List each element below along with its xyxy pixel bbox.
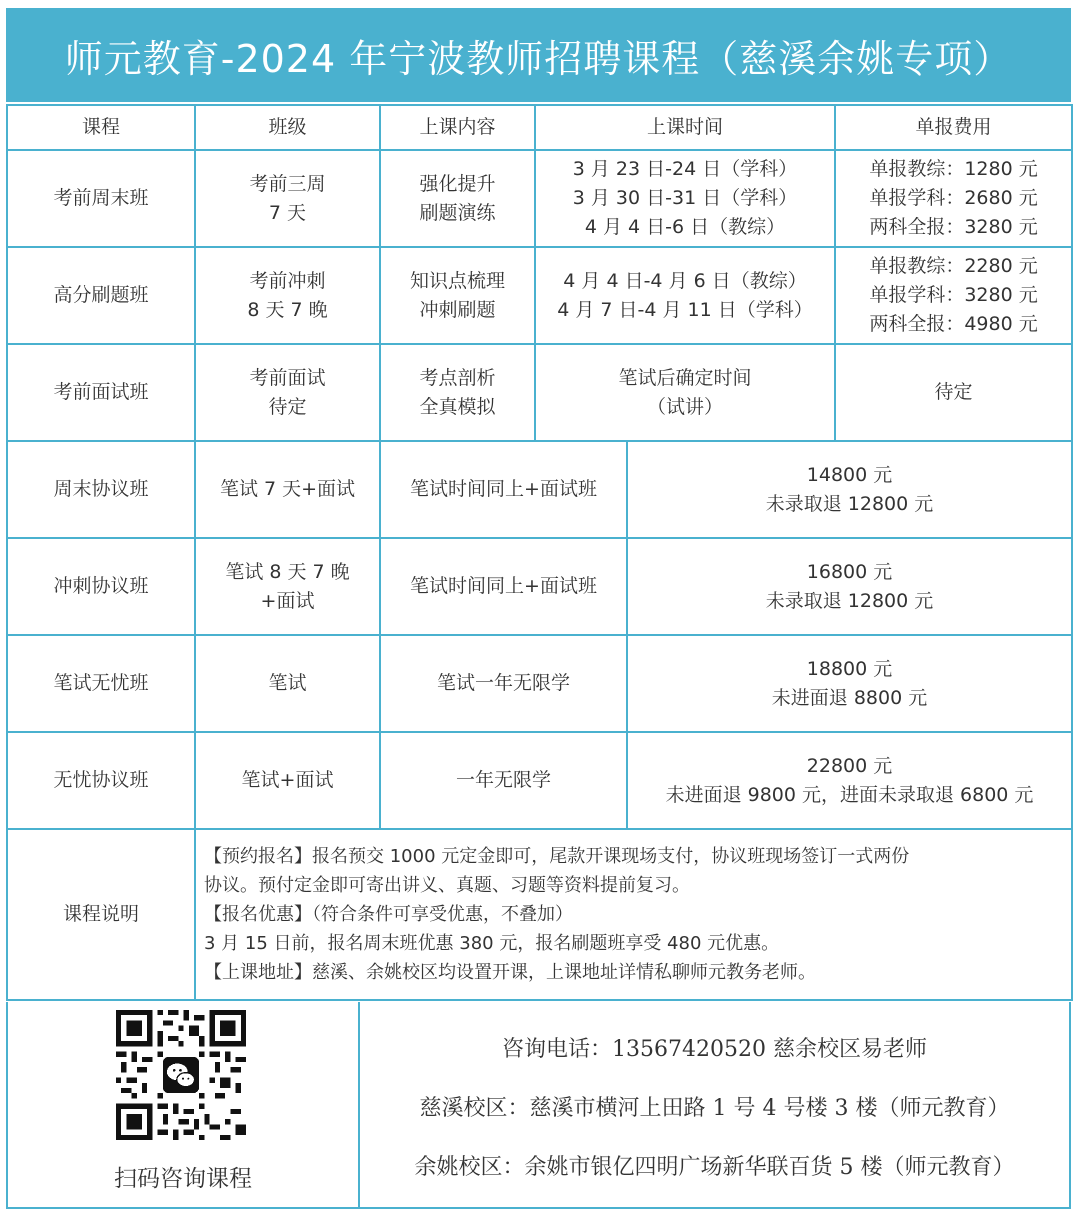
note-line: 3 月 15 日前，报名周末班优惠 380 元，报名刷题班享受 480 元优惠。 <box>204 933 780 954</box>
notes-row <box>7 829 1072 1000</box>
class-info <box>195 635 380 732</box>
class-line: 考前面试 <box>249 366 326 389</box>
time-line: （试讲） <box>647 395 724 418</box>
header-course: 课程 <box>7 105 195 150</box>
class-info <box>195 344 380 441</box>
class-line: 7 天 <box>268 201 307 224</box>
fee-line: 单报教综：2280 元 <box>869 255 1038 277</box>
content-info <box>380 150 535 247</box>
class-line: 笔试 7 天+面试 <box>219 478 356 500</box>
table-header-row <box>7 105 1072 150</box>
fee-line: 22800 元 <box>806 754 893 777</box>
class-info <box>195 732 380 829</box>
fee-line: 两科全报：3280 元 <box>869 216 1038 238</box>
content-line: 刷题演练 <box>419 201 496 224</box>
notes-content <box>195 829 1072 1000</box>
content-line: 知识点梳理 <box>409 269 505 292</box>
schedule-table <box>6 104 1073 1001</box>
class-line: 考前三周 <box>249 172 326 195</box>
class-info <box>195 247 380 344</box>
fee-line: 16800 元 <box>806 560 893 583</box>
fee-line: 未进面退 9800 元，进面未录取退 6800 元 <box>665 783 1034 806</box>
header-fee: 单报费用 <box>835 105 1072 150</box>
fee-line: 单报学科：2680 元 <box>869 187 1038 209</box>
content-info <box>380 344 535 441</box>
time-info <box>535 247 835 344</box>
table-row <box>7 732 1072 829</box>
header-content: 上课内容 <box>380 105 535 150</box>
content-info <box>380 247 535 344</box>
contact-section <box>6 1002 1071 1209</box>
content-line: 考点剖析 <box>419 366 496 389</box>
class-line: 考前冲刺 <box>249 269 326 292</box>
fee-line: 单报教综：1280 元 <box>869 158 1038 180</box>
content-info: 一年无限学 <box>380 732 627 829</box>
qr-code-icon[interactable] <box>116 1010 246 1140</box>
qr-caption: 扫码咨询课程 <box>114 1166 252 1192</box>
fee-info <box>627 732 1072 829</box>
qr-panel <box>8 1002 360 1207</box>
fee-info <box>627 441 1072 538</box>
note-line: 【预约报名】报名预交 1000 元定金即可，尾款开课现场支付，协议班现场签订一式两份 <box>204 846 910 867</box>
content-line: 强化提升 <box>419 172 496 195</box>
content-info: 笔试时间同上+面试班 <box>380 538 627 635</box>
table-row <box>7 247 1072 344</box>
time-line: 3 月 23 日-24 日（学科） <box>572 158 798 180</box>
header-time: 上课时间 <box>535 105 835 150</box>
time-info <box>535 150 835 247</box>
course-name: 高分刷题班 <box>7 247 195 344</box>
yuyao-campus-address: 余姚校区：余姚市银亿四明广场新华联百货 5 楼（师元教育） <box>414 1155 1015 1180</box>
cixi-campus-address: 慈溪校区：慈溪市横河上田路 1 号 4 号楼 3 楼（师元教育） <box>419 1096 1010 1121</box>
fee-info <box>835 344 1072 441</box>
class-line: +面试 <box>260 589 315 612</box>
content-line: 全真模拟 <box>419 395 496 418</box>
class-info <box>195 150 380 247</box>
time-line: 3 月 30 日-31 日（学科） <box>572 187 798 209</box>
class-line: 笔试+面试 <box>241 769 334 791</box>
class-line: 8 天 7 晚 <box>247 298 328 321</box>
table-row <box>7 344 1072 441</box>
class-line: 笔试 <box>268 672 307 694</box>
fee-info <box>627 538 1072 635</box>
content-line: 冲刺刷题 <box>419 298 496 321</box>
time-info <box>535 344 835 441</box>
time-line: 4 月 7 日-4 月 11 日（学科） <box>557 298 813 321</box>
fee-line: 待定 <box>934 381 973 403</box>
table-row <box>7 150 1072 247</box>
class-info <box>195 538 380 635</box>
header-class: 班级 <box>195 105 380 150</box>
fee-line: 两科全报：4980 元 <box>869 313 1038 335</box>
notes-label: 课程说明 <box>7 829 195 1000</box>
fee-line: 未录取退 12800 元 <box>765 589 934 612</box>
fee-info <box>835 247 1072 344</box>
course-name: 无忧协议班 <box>7 732 195 829</box>
time-line: 笔试后确定时间 <box>618 366 752 389</box>
content-info: 笔试时间同上+面试班 <box>380 441 627 538</box>
table-row <box>7 538 1072 635</box>
course-name: 考前周末班 <box>7 150 195 247</box>
note-line: 【报名优惠】（符合条件可享受优惠，不叠加） <box>204 904 573 925</box>
fee-info <box>627 635 1072 732</box>
course-name: 笔试无忧班 <box>7 635 195 732</box>
fee-line: 单报学科：3280 元 <box>869 284 1038 306</box>
fee-line: 未录取退 12800 元 <box>765 492 934 515</box>
table-row <box>7 635 1072 732</box>
class-line: 笔试 8 天 7 晚 <box>225 560 350 583</box>
course-name: 冲刺协议班 <box>7 538 195 635</box>
content-info: 笔试一年无限学 <box>380 635 627 732</box>
contact-phone: 咨询电话：13567420520 慈余校区易老师 <box>502 1037 927 1062</box>
note-line: 【上课地址】慈溪、余姚校区均设置开课，上课地址详情私聊师元教务老师。 <box>204 962 816 983</box>
fee-line: 14800 元 <box>806 463 893 486</box>
fee-info <box>835 150 1072 247</box>
contact-info <box>360 1002 1069 1207</box>
fee-line: 18800 元 <box>806 657 893 680</box>
course-name: 周末协议班 <box>7 441 195 538</box>
note-line: 协议。预付定金即可寄出讲义、真题、习题等资料提前复习。 <box>204 875 690 896</box>
course-name: 考前面试班 <box>7 344 195 441</box>
fee-line: 未进面退 8800 元 <box>771 686 928 709</box>
page-title: 师元教育-2024 年宁波教师招聘课程（慈溪余姚专项） <box>6 8 1071 102</box>
time-line: 4 月 4 日-6 日（教综） <box>584 216 786 238</box>
time-line: 4 月 4 日-4 月 6 日（教综） <box>563 269 807 292</box>
table-row <box>7 441 1072 538</box>
class-line: 待定 <box>268 395 307 418</box>
class-info <box>195 441 380 538</box>
